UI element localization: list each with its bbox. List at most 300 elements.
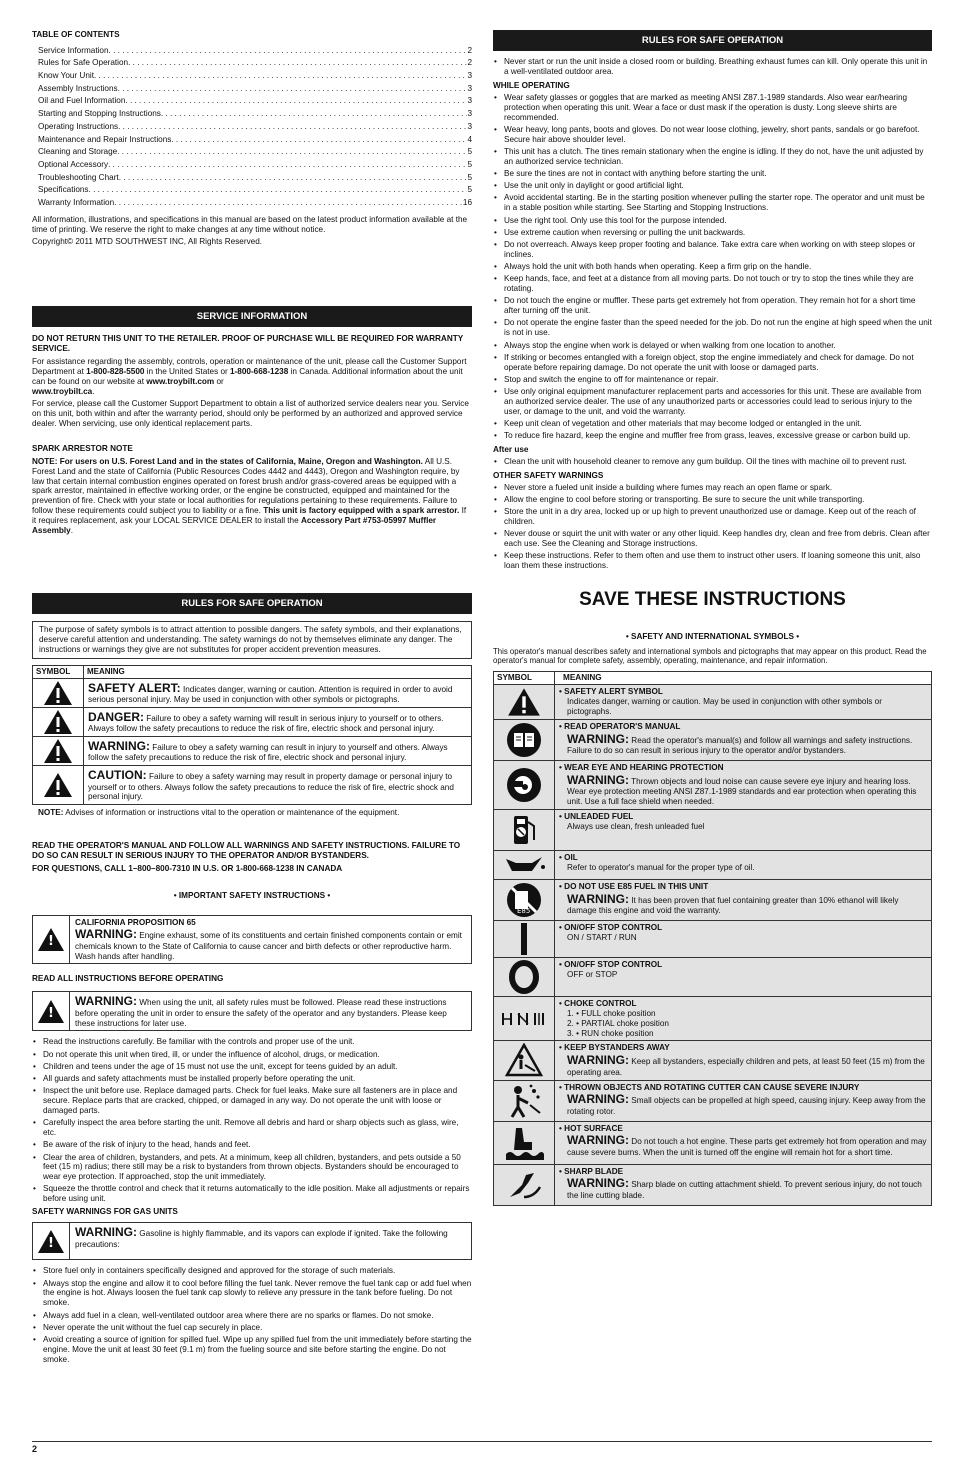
bullet-item: • Use extreme caution when reversing or pulling the unit backwards. bbox=[493, 228, 932, 238]
toc-entry-title: Optional Accessory bbox=[38, 159, 109, 169]
symbol-row bbox=[494, 761, 932, 810]
text: Gasoline is highly flammable, and its vapors can explode if ignited. Take the following precautions: bbox=[75, 1229, 448, 1249]
symbol-row bbox=[494, 1080, 932, 1121]
text: in the United States or bbox=[144, 366, 230, 376]
symbol-title bbox=[559, 812, 927, 822]
toc-entry[interactable] bbox=[32, 119, 472, 132]
signal-word-meaning bbox=[84, 678, 472, 707]
signal-word-meaning bbox=[84, 707, 472, 736]
other-warnings-title: OTHER SAFETY WARNINGS bbox=[493, 470, 604, 480]
bullet: • bbox=[559, 812, 565, 822]
symbol-meaning bbox=[555, 1080, 932, 1121]
symbol-title bbox=[559, 722, 927, 732]
warning-word: WARNING: bbox=[567, 1053, 629, 1068]
symbol-text: Indicates danger, warning or caution. May be used in conjunction with other symbols or pictographs. bbox=[567, 696, 882, 716]
top-bullets bbox=[493, 57, 932, 77]
symbol-description bbox=[559, 892, 927, 916]
toc-entry[interactable] bbox=[32, 56, 472, 69]
toc-entry-title: Assembly Instructions bbox=[38, 83, 118, 93]
symbol-text: Thrown objects and loud noise can cause severe eye injury and hearing loss. Wear eye protection meeting ANSI Z87.1-1989 standards and ear protection when operating this unit. Use a full face shield when needed. bbox=[567, 776, 917, 807]
symbol-title-text: ON/OFF STOP CONTROL bbox=[564, 923, 663, 933]
toc-entry[interactable] bbox=[32, 144, 472, 157]
symbol-row bbox=[494, 851, 932, 880]
symbol-text: Always use clean, fresh unleaded fuel bbox=[567, 821, 705, 831]
intl-symbols-title: • SAFETY AND INTERNATIONAL SYMBOLS • bbox=[625, 631, 800, 641]
toc-entry-title: Warranty Information bbox=[38, 197, 115, 207]
toc-entry-title: Maintenance and Repair Instructions bbox=[38, 134, 172, 144]
text: Engine exhaust, some of its constituents and certain finished components contain or emit chemicals known to the State of California to cause cancer and birth defects or other reproductive harm. Wash hands after handling. bbox=[75, 931, 462, 961]
toc-entry-title: Specifications bbox=[38, 185, 89, 195]
symbol-title-text: SHARP BLADE bbox=[564, 1166, 624, 1176]
while-operating-title: WHILE OPERATING bbox=[493, 81, 570, 91]
toc-entry[interactable] bbox=[32, 132, 472, 145]
toc-entry-page: 3 bbox=[467, 96, 472, 106]
symbol-meaning bbox=[555, 997, 932, 1041]
bullet: • bbox=[559, 1166, 565, 1176]
signal-word: CAUTION: bbox=[88, 768, 147, 783]
symbol-row bbox=[494, 1164, 932, 1205]
bullet-item: • Wear safety glasses or goggles that are marked as meeting ANSI Z87.1-1989 standards. Also wear ear/hearing protection when operating this unit. Wear a face or dust mask if the operation is dusty. Long sleeve shirts are recommended. bbox=[493, 93, 932, 123]
bullet-item: • Allow the engine to cool before storing or transporting. Be sure to secure the unit while transporting. bbox=[493, 495, 932, 505]
symbol-title bbox=[559, 923, 927, 933]
symbol-title-text: SAFETY ALERT SYMBOL bbox=[564, 687, 663, 697]
symbol-title-text: READ OPERATOR'S MANUAL bbox=[564, 722, 681, 732]
bullet-item: • Never douse or squirt the unit with water or any other liquid. Keep handles dry, clean and free from debris. Clean after each use. See the Cleaning and Storage instructions. bbox=[493, 529, 932, 549]
text: . bbox=[92, 386, 95, 396]
prop65-title: CALIFORNIA PROPOSITION 65 bbox=[75, 917, 196, 927]
bullet-item: • Do not operate the engine faster than the speed needed for the job. Do not run the engine at high speed when the unit is not in use. bbox=[493, 318, 932, 338]
symbol-title-text: UNLEADED FUEL bbox=[564, 812, 634, 822]
text: or bbox=[214, 376, 224, 386]
gas-warning-box bbox=[32, 1222, 472, 1260]
safety-alert-icon bbox=[33, 766, 84, 805]
warning-word: WARNING: bbox=[567, 772, 629, 787]
signal-word-text: Failure to obey a safety warning may result in property damage or personal injury to yourself or to others. Always follow the safety precautions to reduce the risk of fire, electric shock and personal injury. bbox=[88, 772, 454, 802]
symbol-description bbox=[559, 697, 927, 717]
text: NOTE: For users on U.S. Forest Land and in the states of California, Maine, Oregon and Washington. bbox=[32, 456, 423, 466]
service-paragraph-1 bbox=[32, 357, 472, 396]
no-e85-icon bbox=[494, 880, 555, 921]
toc-entry-title: Cleaning and Storage bbox=[38, 147, 118, 157]
symbol-row bbox=[494, 1041, 932, 1080]
questions-line: FOR QUESTIONS, CALL 1–800–800-7310 IN U.S. OR 1-800-668-1238 IN CANADA bbox=[32, 863, 343, 873]
warning-word: WARNING: bbox=[567, 731, 629, 746]
bullet-item: • Stop and switch the engine to off for maintenance or repair. bbox=[493, 375, 932, 385]
toc-entry[interactable] bbox=[32, 43, 472, 56]
toc-entry-page: 2 bbox=[467, 58, 472, 68]
safety-alert-icon bbox=[33, 1223, 70, 1259]
toc-entry-page: 3 bbox=[467, 109, 472, 119]
bullet-item: • Wear heavy, long pants, boots and gloves. Do not wear loose clothing, jewelry, short pants, sandals or go barefoot. Secure hair above shoulder level. bbox=[493, 125, 932, 145]
bullet-item: • Be aware of the risk of injury to the head, hands and feet. bbox=[32, 1140, 472, 1150]
bullet-item: • Keep hands, face, and feet at a distance from all moving parts. Do not touch or try to stop the tines while they are rotating. bbox=[493, 274, 932, 294]
symbol-text: It has been proven that fuel containing greater than 10% ethanol will likely damage this engine and void the warranty. bbox=[567, 895, 899, 916]
spark-arrestor-note bbox=[32, 457, 472, 536]
bullet-item: • To reduce fire hazard, keep the engine and muffler free from grass, leaves, excessive grease or carbon build up. bbox=[493, 431, 932, 441]
toc-list bbox=[32, 43, 472, 208]
bullet: • bbox=[559, 1043, 565, 1053]
bullet: • bbox=[559, 1082, 565, 1092]
safety-alert-icon bbox=[33, 736, 84, 765]
purpose-box: The purpose of safety symbols is to attract attention to possible dangers. The safety symbols, and their explanations, deserve careful attention and understanding. The safety warnings do not by themselves eliminate any danger. The instructions or warnings they give are not substitutes for proper accident prevention measures. bbox=[32, 621, 472, 659]
us-phone: 1-800-828-5500 bbox=[86, 366, 145, 376]
symbol-title bbox=[559, 687, 927, 697]
signal-word-row bbox=[33, 766, 472, 805]
toc-leader bbox=[125, 96, 467, 106]
choke-icon bbox=[494, 997, 555, 1041]
symbol-meaning bbox=[555, 720, 932, 761]
symbol-title bbox=[559, 763, 927, 773]
symbol-meaning bbox=[555, 761, 932, 810]
symbol-description bbox=[559, 863, 927, 873]
toc-entry[interactable] bbox=[32, 94, 472, 107]
bullet-item: • Store fuel only in containers specifically designed and approved for the storage of such materials. bbox=[32, 1266, 472, 1276]
toc-entry-title: Operating Instructions bbox=[38, 121, 119, 131]
while-bullets bbox=[493, 93, 932, 441]
after-bullets bbox=[493, 457, 932, 467]
text: For assistance regarding the assembly, controls, operation or maintenance of the unit, please call the Customer Support Department at bbox=[32, 357, 467, 376]
text: If it requires replacement, ask your LOCAL SERVICE DEALER to install the bbox=[32, 506, 467, 525]
safety-alert-icon bbox=[33, 707, 84, 736]
symbol-text: Keep all bystanders, especially children and pets, at least 50 feet (15 m) from the operating area. bbox=[567, 1057, 925, 1077]
copyright: Copyright© 2011 MTD SOUTHWEST INC, All Rights Reserved. bbox=[32, 237, 263, 247]
toc-entry[interactable] bbox=[32, 68, 472, 81]
text: WARNING: bbox=[75, 1225, 137, 1240]
toc-entry[interactable] bbox=[32, 170, 472, 183]
note-line bbox=[32, 808, 472, 818]
symbol-title bbox=[559, 1043, 927, 1053]
symbol-row bbox=[494, 1121, 932, 1164]
text bbox=[70, 992, 471, 1030]
symbol-description bbox=[559, 1092, 927, 1116]
symbol-description bbox=[559, 1009, 927, 1039]
toc-leader bbox=[171, 135, 467, 145]
symbol-title-text: ON/OFF STOP CONTROL bbox=[564, 960, 663, 970]
symbol-title bbox=[559, 1167, 927, 1177]
symbol-title-text: THROWN OBJECTS AND ROTATING CUTTER CAN CAUSE SEVERE INJURY bbox=[564, 1082, 860, 1092]
service-paragraph-2: For service, please call the Customer Support Department to obtain a list of authorized service dealers near you. Service on this unit, both within and after the warranty period, should only be performed by an authorized and approved service dealer. When servicing, use only identical replacement parts. bbox=[32, 399, 469, 429]
toc-entry-page: 3 bbox=[467, 83, 472, 93]
text bbox=[70, 1223, 471, 1259]
toc-entry[interactable] bbox=[32, 106, 472, 119]
bullet-item: • Always stop the engine when work is delayed or when walking from one location to another. bbox=[493, 341, 932, 351]
toc-leader bbox=[94, 71, 467, 81]
choke-position: 1. • FULL choke position bbox=[567, 1008, 656, 1018]
bullet-item: • Do not operate this unit when tired, ill, or under the influence of alcohol, drugs, or medication. bbox=[32, 1050, 472, 1060]
intl-intro: This operator's manual describes safety and international symbols and pictographs that may appear on this product. Read the operator's manual for complete safety, assembly, operating, maintenance, and repair information. bbox=[493, 646, 927, 665]
bullet: • bbox=[559, 999, 565, 1009]
signal-word-meaning bbox=[84, 736, 472, 765]
bullet-item: • Store the unit in a dry area, locked up or up high to prevent unauthorized use or damage. Keep out of the reach of children. bbox=[493, 507, 932, 527]
toc-leader bbox=[109, 46, 468, 56]
choke-position: 2. • PARTIAL choke position bbox=[567, 1018, 669, 1028]
toc-entry-title: Know Your Unit bbox=[38, 71, 94, 81]
symbol-description bbox=[559, 1176, 927, 1200]
thrown-icon bbox=[494, 1080, 555, 1121]
symbol-text: Small objects can be propelled at high speed, causing injury. Keep away from the rotating rotor. bbox=[567, 1096, 926, 1116]
text bbox=[75, 927, 466, 961]
toc-entry-page: 5 bbox=[467, 172, 472, 182]
symbol-title-text: WEAR EYE AND HEARING PROTECTION bbox=[564, 763, 724, 773]
bullet-item: • Be sure the tines are not in contact with anything before starting the unit. bbox=[493, 169, 932, 179]
toc-entry-title: Troubleshooting Chart bbox=[38, 172, 119, 182]
bullet-item: • Inspect the unit before use. Replace damaged parts. Check for fuel leaks. Make sure all fasteners are in place and secure. Replace parts that are cracked, chipped, or damaged in any way. Do not operate the unit with loose or damaged parts. bbox=[32, 1086, 472, 1116]
left-column bbox=[32, 30, 472, 1364]
symbol-row bbox=[494, 997, 932, 1041]
signal-word-row bbox=[33, 736, 472, 765]
symbol-description bbox=[559, 773, 927, 807]
signal-word-table bbox=[32, 665, 472, 805]
other-bullets bbox=[493, 483, 932, 571]
blade-icon bbox=[494, 1164, 555, 1205]
toc-entry-page: 2 bbox=[467, 45, 472, 55]
bullet: • bbox=[559, 882, 565, 892]
choke-position: 3. • RUN choke position bbox=[567, 1028, 654, 1038]
save-instructions-heading: SAVE THESE INSTRUCTIONS bbox=[579, 588, 846, 610]
bullet-item: • If striking or becomes entangled with a foreign object, stop the engine immediately and check for damage. Do not operate before repairing damage. Do not operate the unit with loose or damaged parts. bbox=[493, 353, 932, 373]
bullet: • bbox=[559, 1123, 565, 1133]
off-icon bbox=[494, 958, 555, 997]
read-manual-notice: READ THE OPERATOR'S MANUAL AND FOLLOW ALL WARNINGS AND SAFETY INSTRUCTIONS. FAILURE TO DO SO CAN RESULT IN SERIOUS INJURY TO THE OPERATOR AND/OR BYSTANDERS. bbox=[32, 841, 461, 860]
toc-entry[interactable] bbox=[32, 81, 472, 94]
signal-word: DANGER: bbox=[88, 709, 144, 724]
bullet-item: • Use the right tool. Only use this tool for the purpose intended. bbox=[493, 216, 932, 226]
warning-word: WARNING: bbox=[567, 1092, 629, 1107]
bullet-item: • Keep unit clean of vegetation and other materials that may become lodged or entangled in the unit. bbox=[493, 419, 932, 429]
bullet-item: • Use the unit only in daylight or good artificial light. bbox=[493, 181, 932, 191]
toc-entry-title: Starting and Stopping Instructions bbox=[38, 109, 161, 119]
warning-word: WARNING: bbox=[567, 1133, 629, 1148]
text: This unit is factory equipped with a spark arrestor. bbox=[263, 506, 460, 516]
symbol-row bbox=[494, 810, 932, 851]
footer-rule bbox=[32, 1441, 932, 1442]
oil-can-icon bbox=[494, 851, 555, 880]
on-icon bbox=[494, 921, 555, 958]
bullet-item: • Never operate the unit without the fuel cap securely in place. bbox=[32, 1323, 472, 1333]
after-use-title: After use bbox=[493, 445, 529, 455]
toc-entry[interactable] bbox=[32, 182, 472, 195]
symbol-description bbox=[559, 1053, 927, 1077]
bystanders-icon bbox=[494, 1041, 555, 1080]
warning-word: WARNING: bbox=[567, 1176, 629, 1191]
svg-text:E85: E85 bbox=[517, 907, 531, 916]
symbol-title-text: DO NOT USE E85 FUEL IN THIS UNIT bbox=[564, 882, 709, 892]
website-link-ca[interactable]: www.troybilt.ca bbox=[32, 386, 93, 396]
symbol-meaning bbox=[555, 921, 932, 958]
important-safety-title: • IMPORTANT SAFETY INSTRUCTIONS • bbox=[173, 890, 331, 900]
gas-title: SAFETY WARNINGS FOR GAS UNITS bbox=[32, 1206, 178, 1216]
bullet-item: • All guards and safety attachments must be installed properly before operating the unit. bbox=[32, 1074, 472, 1084]
symbol-description bbox=[559, 822, 927, 832]
symbol-meaning bbox=[555, 1041, 932, 1080]
toc-leader bbox=[119, 173, 468, 183]
symbol-title-text: HOT SURFACE bbox=[564, 1123, 623, 1133]
symbol-text: OFF or STOP bbox=[567, 969, 618, 979]
text bbox=[70, 916, 471, 964]
toc-entry-page: 16 bbox=[462, 197, 472, 207]
bullet-item: • Never start or run the unit inside a closed room or building. Breathing exhaust fumes can kill. Only operate this unit in a well-ventilated outdoor area. bbox=[493, 57, 932, 77]
bullet-item: • Avoid creating a source of ignition for spilled fuel. Wipe up any spilled fuel from the unit immediately before starting the engine. Move the unit at least 30 feet (9.1 m) from the fueling source and site before starting the engine. Do not smoke. bbox=[32, 1335, 472, 1365]
bullet-item: • Read the instructions carefully. Be familiar with the controls and proper use of the unit. bbox=[32, 1037, 472, 1047]
symbol-title-text: KEEP BYSTANDERS AWAY bbox=[564, 1043, 670, 1053]
symbol-text: ON / START / RUN bbox=[567, 932, 637, 942]
bullet-item: • Clean the unit with household cleaner to remove any gum buildup. Oil the tines with machine oil to prevent rust. bbox=[493, 457, 932, 467]
symbol-title-text: CHOKE CONTROL bbox=[564, 999, 637, 1009]
gas-bullets bbox=[32, 1266, 472, 1364]
bullet: • bbox=[559, 722, 565, 732]
symbol-meaning bbox=[555, 685, 932, 720]
symbol-meaning bbox=[555, 851, 932, 880]
page-number: 2 bbox=[32, 1444, 38, 1454]
bullet-item: • Avoid accidental starting. Be in the starting position whenever pulling the starter rope. The operator and unit must be in a stable position while starting. See Starting and Stopping Instructions. bbox=[493, 193, 932, 213]
signal-word-row bbox=[33, 707, 472, 736]
col-meaning: MEANING bbox=[555, 672, 932, 685]
toc-entry-page: 3 bbox=[467, 71, 472, 81]
toc-leader bbox=[128, 58, 467, 68]
symbol-title bbox=[559, 1124, 927, 1134]
signal-word-text: Failure to obey a safety warning will result in serious injury to yourself or to others. Always follow the safety precautions to reduce the risk of fire, electric shock and personal injury. bbox=[88, 713, 444, 734]
signal-word-text: Indicates danger, warning or caution. Attention is required in order to avoid serious personal injury. May be used in conjunction with other symbols or pictographs. bbox=[88, 684, 453, 704]
website-link-us[interactable]: www.troybilt.com bbox=[146, 376, 215, 386]
text: WARNING: bbox=[75, 994, 137, 1009]
bullet-item: • Children and teens under the age of 15 must not use the unit, except for teens guided by an adult. bbox=[32, 1062, 472, 1072]
toc-entry-page: 3 bbox=[467, 121, 472, 131]
service-section bbox=[32, 306, 472, 539]
toc-entry-page: 5 bbox=[467, 147, 472, 157]
toc-leader bbox=[89, 185, 468, 195]
text: in Canada. Additional information about the unit can be found on our website at bbox=[32, 366, 463, 386]
eye-ear-icon bbox=[494, 761, 555, 810]
symbol-row bbox=[494, 880, 932, 921]
signal-word-row bbox=[33, 678, 472, 707]
symbol-title-text: OIL bbox=[564, 853, 578, 863]
safety-alert-icon bbox=[33, 916, 70, 964]
signal-word-meaning bbox=[84, 766, 472, 805]
symbol-description bbox=[559, 970, 927, 980]
safety-alert-icon bbox=[33, 678, 84, 707]
toc-entry-title: Oil and Fuel Information bbox=[38, 96, 126, 106]
hot-icon bbox=[494, 1121, 555, 1164]
symbol-description bbox=[559, 1133, 927, 1157]
signal-word: WARNING: bbox=[88, 738, 150, 753]
intl-symbols-table bbox=[493, 671, 932, 1205]
toc-leader bbox=[117, 147, 467, 157]
toc-entry-title: Service Information bbox=[38, 45, 109, 55]
table-of-contents bbox=[32, 30, 472, 247]
service-info-header: SERVICE INFORMATION bbox=[32, 306, 472, 327]
disclaimer: All information, illustrations, and specifications in this manual are based on the latest product information available at the time of printing. We reserve the right to make changes at any time without notice. bbox=[32, 214, 468, 234]
symbol-meaning bbox=[555, 810, 932, 851]
symbol-meaning bbox=[555, 1121, 932, 1164]
toc-leader bbox=[161, 109, 468, 119]
bullet-item: • Do not touch the engine or muffler. These parts get extremely hot from operation. They remain hot for a short time after turning off the unit. bbox=[493, 296, 932, 316]
toc-entry-page: 5 bbox=[467, 185, 472, 195]
canada-phone: 1-800-668-1238 bbox=[230, 366, 289, 376]
bullet-item: • Keep these instructions. Refer to them often and use them to instruct other users. If loaning someone this unit, also loan them these instructions. bbox=[493, 551, 932, 571]
signal-word-text: Failure to obey a safety warning can result in injury to yourself and others. Always follow the safety precautions to reduce the risk of fire, electric shock and personal injury. bbox=[88, 742, 448, 763]
bullet: • bbox=[559, 923, 565, 933]
symbol-row bbox=[494, 720, 932, 761]
symbol-text: Read the operator's manual(s) and follow all warnings and safety instructions. Failure to do so can result in serious injury to the operator and/or bystanders. bbox=[567, 735, 913, 756]
symbol-text: Sharp blade on cutting attachment shield. To prevent serious injury, do not touch the line cutting blade. bbox=[567, 1180, 922, 1200]
bullet-item: • Always add fuel in a clean, well-ventilated outdoor area where there are no sparks or flames. Do not smoke. bbox=[32, 1311, 472, 1321]
prop65-box bbox=[32, 915, 472, 965]
safety-alert-icon bbox=[494, 685, 555, 720]
symbol-title bbox=[559, 853, 927, 863]
col-symbol: SYMBOL bbox=[494, 672, 555, 685]
text: . bbox=[70, 525, 73, 535]
signal-word: SAFETY ALERT: bbox=[88, 680, 181, 695]
toc-entry-page: 4 bbox=[467, 134, 472, 144]
toc-entry-title: Rules for Safe Operation bbox=[38, 58, 129, 68]
text: Advises of information or instructions vital to the operation or maintenance of the equipment. bbox=[63, 808, 400, 818]
warning-word: WARNING: bbox=[567, 891, 629, 906]
text: WARNING: bbox=[75, 927, 137, 942]
toc-leader bbox=[118, 122, 467, 132]
bullet-item: • This unit has a clutch. The tines remain stationary when the engine is idling. If they do not, have the unit adjusted by an authorized service technician. bbox=[493, 147, 932, 167]
symbol-title bbox=[559, 999, 927, 1009]
symbol-description bbox=[559, 933, 927, 943]
bullet-item: • Use only original equipment manufacturer replacement parts and accessories for this unit. These are available from an authorized service dealer. The use of any unauthorized parts or accessories could lead to serious injury to the user, or damage to the unit, and void the warranty. bbox=[493, 387, 932, 417]
bullet: • bbox=[559, 687, 565, 697]
bullet: • bbox=[559, 853, 565, 863]
safety-alert-icon bbox=[33, 992, 70, 1030]
book-icon bbox=[494, 720, 555, 761]
text: NOTE: bbox=[38, 808, 64, 818]
text: When using the unit, all safety rules must be followed. Please read these instructions before operating the unit in order to ensure the safety of the operator and any bystanders. Please keep these instructions for later use. bbox=[75, 998, 447, 1028]
toc-entry[interactable] bbox=[32, 195, 472, 208]
bullet-item: • Squeeze the throttle control and check that it returns automatically to the idle position. Make all adjustments or repairs before using unit. bbox=[32, 1184, 472, 1204]
symbol-row bbox=[494, 685, 932, 720]
toc-leader bbox=[118, 84, 468, 94]
toc-title: TABLE OF CONTENTS bbox=[32, 30, 120, 39]
spark-arrestor-title: SPARK ARRESTOR NOTE bbox=[32, 443, 133, 453]
right-column bbox=[493, 30, 932, 1206]
symbol-row bbox=[494, 921, 932, 958]
read-all-title: READ ALL INSTRUCTIONS BEFORE OPERATING bbox=[32, 974, 224, 984]
bullet-item: • Never store a fueled unit inside a building where fumes may reach an open flame or spark. bbox=[493, 483, 932, 493]
symbol-description bbox=[559, 732, 927, 756]
toc-entry[interactable] bbox=[32, 157, 472, 170]
bullet-item: • Always hold the unit with both hands when operating. Keep a firm grip on the handle. bbox=[493, 262, 932, 272]
symbol-title bbox=[559, 882, 927, 892]
rules-left-section bbox=[32, 593, 472, 1367]
symbol-title bbox=[559, 960, 927, 970]
symbol-meaning bbox=[555, 880, 932, 921]
symbol-title bbox=[559, 1083, 927, 1093]
symbol-meaning bbox=[555, 958, 932, 997]
rules-header-left: RULES FOR SAFE OPERATION bbox=[32, 593, 472, 614]
bullet-item: • Always stop the engine and allow it to cool before filling the fuel tank. Never remove the fuel tank cap or add fuel when the engine is hot. Always loosen the fuel tank cap slowly to relieve any pressure in the tank before fueling. Do not smoke. bbox=[32, 1279, 472, 1309]
text: All U.S. Forest Land and the state of California (Public Resources Codes 4442 and 4443), Oregon and Washington require, by law that certain internal combustion engines operated on forest brush and/or grass-covered areas be equipped with a spark arrestor, maintained in effective working order, or the engine be constructed, equipped and maintained for the prevention of fire. Check with your state or local authorities for regulations pertaining to these requirements. Failure to follow these requirements could subject you to liability or a fine. bbox=[32, 456, 460, 516]
toc-leader bbox=[114, 198, 463, 208]
col-symbol: SYMBOL bbox=[33, 665, 84, 678]
symbol-text: Refer to operator's manual for the proper type of oil. bbox=[567, 862, 755, 872]
no-return-notice: DO NOT RETURN THIS UNIT TO THE RETAILER. PROOF OF PURCHASE WILL BE REQUIRED FOR WARRANTY SERVICE. bbox=[32, 334, 464, 354]
fuel-pump-icon bbox=[494, 810, 555, 851]
col-meaning: MEANING bbox=[84, 665, 472, 678]
general-bullets bbox=[32, 1037, 472, 1204]
toc-entry-page: 5 bbox=[467, 159, 472, 169]
bullet-item: • Do not overreach. Always keep proper footing and balance. Take extra care when working on with steep slopes or inclines. bbox=[493, 240, 932, 260]
bullet: • bbox=[559, 763, 565, 773]
bullet-item: • Clear the area of children, bystanders, and pets. At a minimum, keep all children, bystanders, and pets outside a 50 feet (15 m) radius; there still may be a risk to bystanders from thrown objects. Bystanders should be encouraged to wear eye protection. If approached, stop the unit immediately. bbox=[32, 1153, 472, 1183]
symbol-text: Do not touch a hot engine. These parts get extremely hot from operation and may cause severe burns. When the unit is turned off the engine will remain hot for a short time. bbox=[567, 1137, 927, 1157]
bullet-item: • Carefully inspect the area before starting the unit. Remove all debris and hard or sharp objects such as glass, wire, etc. bbox=[32, 1118, 472, 1138]
bullet: • bbox=[559, 960, 565, 970]
symbol-row bbox=[494, 958, 932, 997]
symbol-meaning bbox=[555, 1164, 932, 1205]
